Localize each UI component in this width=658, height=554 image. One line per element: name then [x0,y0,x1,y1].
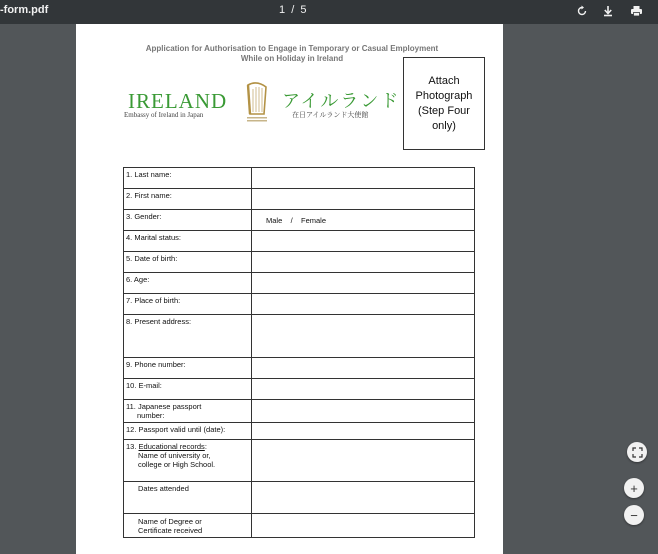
pdf-page [76,24,503,554]
table-row [124,440,475,482]
table-row [124,482,475,514]
row-value [252,231,475,252]
photo-box-line1: Attach [428,74,460,87]
page-current[interactable]: 1 [279,4,286,16]
row-label-line1: 13. Educational records: [126,442,207,451]
row-label: 9. Phone number: [124,358,252,379]
photo-box-line3: (Step Four [418,104,470,117]
row-value [252,379,475,400]
row-value [252,482,475,514]
embassy-name-jp: 在日アイルランド大使館 [292,111,369,119]
page-indicator [279,4,306,16]
page-total: 5 [300,4,307,16]
row-value [252,440,475,482]
table-row [124,423,475,440]
rotate-icon[interactable] [573,2,591,20]
table-row [124,231,475,252]
download-icon[interactable] [599,2,617,20]
application-form-table [123,167,475,538]
row-label: 12. Passport valid until (date): [124,423,252,440]
row-label: 3. Gender: [124,210,252,231]
ireland-logo-text: IRELAND [128,89,228,113]
table-row [124,400,475,423]
row-label-line2: Certificate received [138,526,203,535]
table-row [124,379,475,400]
row-value [252,273,475,294]
row-label: 1. Last name: [124,168,252,189]
row-label: 4. Marital status: [124,231,252,252]
row-label-line1: Name of Degree or [138,517,202,526]
row-label: 6. Age: [124,273,252,294]
gender-options: Male / Female [266,216,327,225]
row-label-line1: 11. Japanese passport [126,402,202,411]
photo-box [403,57,485,150]
table-row [124,273,475,294]
form-header [144,44,440,64]
form-title: Application for Authorisation to Engage in Temporary or Casual Employment [145,44,439,53]
table-row [124,189,475,210]
row-label: 10. E-mail: [124,379,252,400]
row-label: 2. First name: [124,189,252,210]
row-label: 7. Place of birth: [124,294,252,315]
row-label: 8. Present address: [124,315,252,358]
row-label-line2: number: [137,411,165,420]
table-row [124,315,475,358]
harp-icon [244,81,270,130]
row-label: 5. Date of birth: [124,252,252,273]
page-separator: / [291,4,295,16]
embassy-name-en: Embassy of Ireland in Japan [124,111,204,119]
row-value [252,294,475,315]
zoom-in-button[interactable]: + [624,478,644,498]
table-row [124,168,475,189]
row-value [252,168,475,189]
photo-box-line4: only) [432,119,456,132]
fit-to-page-icon[interactable] [627,442,647,462]
pdf-toolbar [0,0,658,24]
row-value [252,252,475,273]
row-label [124,400,252,423]
table-row [124,358,475,379]
print-icon[interactable] [627,2,645,20]
zoom-out-button[interactable]: − [624,505,644,525]
row-value [252,400,475,423]
gender-value [252,210,475,231]
table-row [124,210,475,231]
table-row [124,252,475,273]
row-value [252,514,475,538]
row-value [252,358,475,379]
file-name: -form.pdf [0,4,49,16]
row-value [252,189,475,210]
row-label: Dates attended [124,482,252,514]
row-label [124,514,252,538]
form-subtitle: While on Holiday in Ireland [240,54,344,63]
row-label-line2: Name of university or, [138,451,211,460]
row-value [252,423,475,440]
row-label [124,440,252,482]
table-row [124,294,475,315]
row-label-line3: college or High School. [138,460,216,469]
table-row [124,514,475,538]
row-value [252,315,475,358]
photo-box-line2: Photograph [415,89,473,102]
ireland-logo-katakana: アイルランド [282,91,401,112]
